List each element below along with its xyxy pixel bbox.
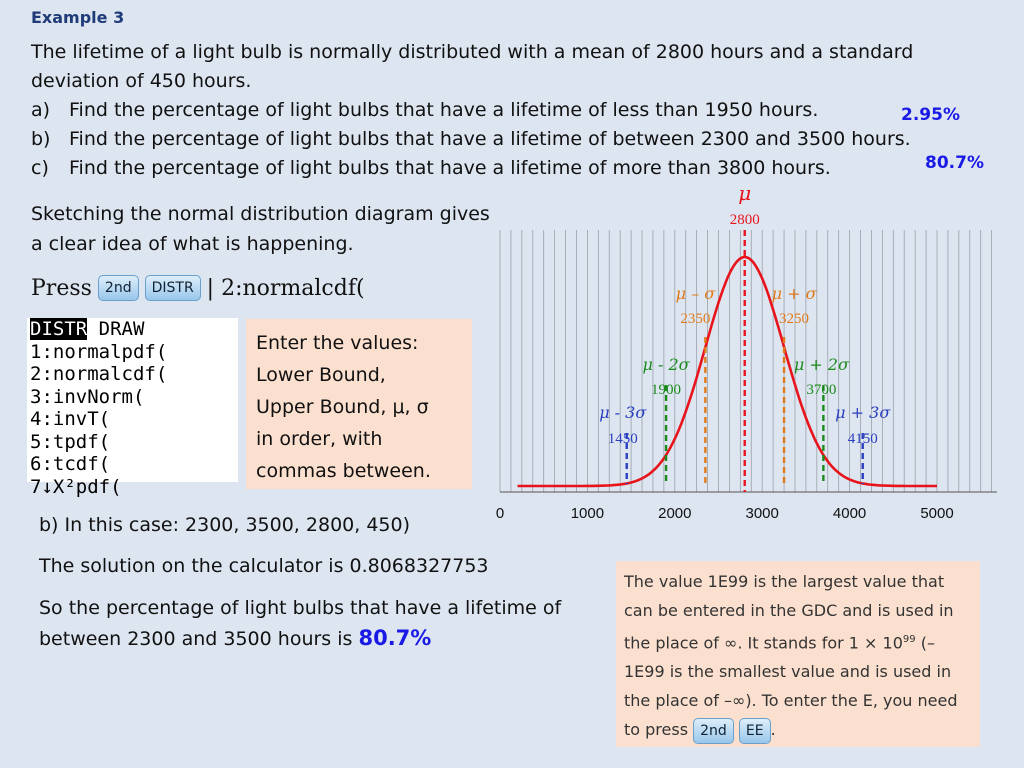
marker-value-3700: 3700 [806,382,837,398]
enter-line-2: Lower Bound, [256,364,386,386]
calculator-screen [27,318,238,498]
marker-label-2350: μ – σ [675,284,716,303]
x-tick-label: 1000 [570,505,605,522]
calc-line-4: 4:invT( [30,408,111,430]
conclusion-value: 80.7% [358,626,432,650]
2nd-key-icon: 2nd [693,718,734,744]
note-exponent: 99 [902,634,916,645]
marker-label-4150: μ + 3σ [835,403,891,422]
plot-area [500,230,997,492]
marker-value-3250: 3250 [779,311,810,327]
question-a-text: Find the percentage of light bulbs that have a lifetime of less than 1950 hours. [69,99,819,121]
conclusion [39,593,599,654]
note-end: . [770,720,776,740]
note-box [616,561,980,747]
calc-line-1: 1:normalpdf( [30,340,168,363]
calc-line-5: 5:tpdf( [30,430,111,453]
enter-line-5: commas between. [256,460,431,482]
press-word: Press [31,275,92,301]
answer-a: 2.95% [901,105,960,125]
ee-key-icon: EE [739,718,771,744]
note-part-2: (–1E99 is the smallest value and is used in the place of –∞). To enter the E, you need to press [624,633,958,740]
marker-label-2800: μ [738,185,752,205]
normal-distribution-chart [492,185,997,535]
press-instruction [31,275,365,301]
calc-line-7: 7↓X²pdf( [30,475,122,498]
example-title: Example 3 [31,8,125,27]
2nd-key-icon: 2nd [98,275,139,301]
enter-line-1: Enter the values: [256,332,419,354]
calc-header-rest: DRAW [87,318,145,340]
x-tick-label: 2000 [658,505,692,522]
question-c [31,154,1001,183]
marker-label-3700: μ + 2σ [793,355,849,374]
x-tick-label: 0 [495,505,505,522]
question-b [31,125,1001,154]
marker-label-1450: μ - 3σ [599,403,647,422]
calc-header [30,318,238,341]
question-c-label: c) [31,157,49,179]
enter-line-3: Upper Bound, μ, σ [256,396,429,418]
conclusion-text: So the percentage of light bulbs that have a lifetime of between 2300 and 3500 hours is [39,597,562,650]
calc-line-6: 6:tcdf( [30,453,111,475]
calculator-solution: The solution on the calculator is 0.8068327753 [39,555,489,577]
sketch-text: Sketching the normal distribution diagram gives a clear idea of what is happening. [31,203,490,255]
marker-value-1900: 1900 [651,382,682,398]
answer-b: 80.7% [925,153,984,173]
marker-value-1450: 1450 [607,431,638,447]
x-tick-label: 4000 [832,505,867,522]
calc-header-selected: DISTR [30,318,88,340]
marker-value-2800: 2800 [729,212,760,228]
intro-text: The lifetime of a light bulb is normally distributed with a mean of 2800 hours and a standard deviation of 450 hours. [31,41,914,92]
enter-line-4: in order, with [256,428,383,450]
x-tick-label: 5000 [920,505,954,522]
enter-values-box [246,319,472,489]
question-c-text: Find the percentage of light bulbs that have a lifetime of more than 3800 hours. [69,157,831,179]
marker-label-1900: μ - 2σ [642,355,690,374]
note-part-1: The value 1E99 is the largest value that can be entered in the GDC and is used in the place of ∞. It stands for 1 × 10 [624,572,954,653]
problem-statement [31,38,1001,183]
question-b-label: b) [31,128,51,150]
calc-line-3: 3:invNorm( [30,385,145,408]
distr-key-icon: DISTR [145,275,201,301]
marker-label-3250: μ + σ [771,284,817,303]
marker-value-4150: 4150 [847,431,878,447]
question-a-label: a) [31,99,51,121]
question-b-text: Find the percentage of light bulbs that have a lifetime of between 2300 and 3500 hours. [69,128,911,150]
calc-line-2: 2:normalcdf( [30,363,168,385]
question-a [31,96,1001,125]
case-b-values: b) In this case: 2300, 3500, 2800, 450) [39,514,411,536]
press-suffix: | 2:normalcdf( [206,275,365,301]
x-tick-label: 3000 [745,505,779,522]
marker-value-2350: 2350 [680,311,711,327]
